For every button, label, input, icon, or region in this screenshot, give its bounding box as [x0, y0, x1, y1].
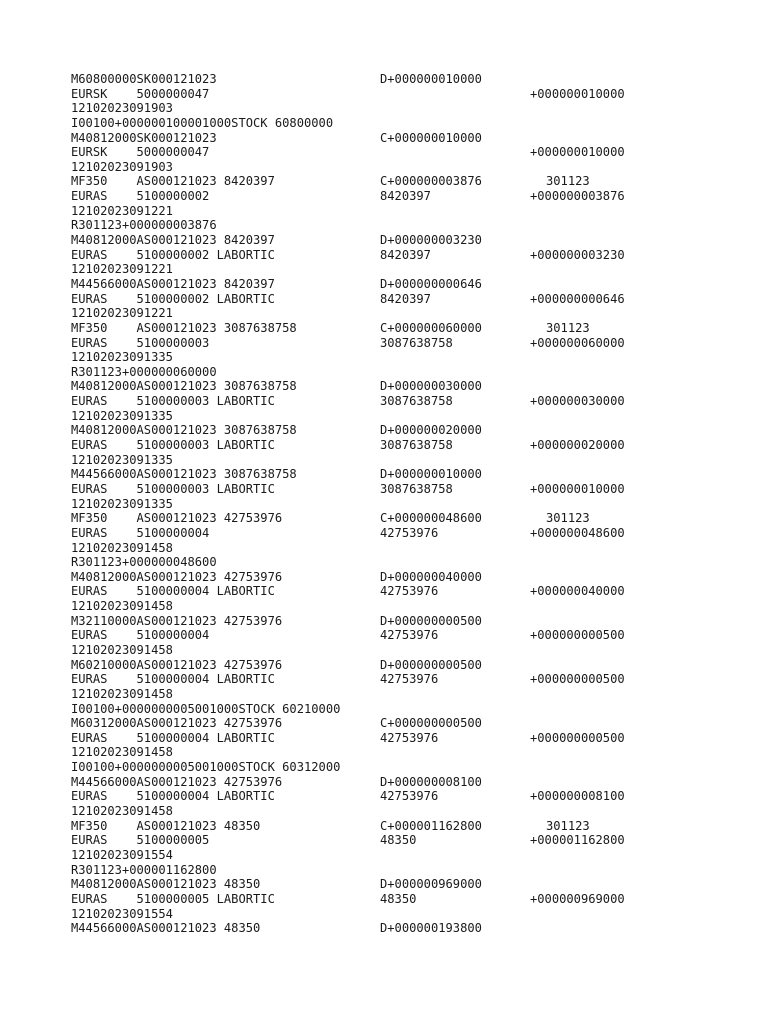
record-field-main: EURSK 5000000047 — [71, 145, 210, 160]
record-field-main: M60312000AS000121023 42753976 — [71, 716, 283, 731]
record-field-balance: +000000060000 — [530, 335, 625, 350]
record-field-main: M40812000AS000121023 3087638758 — [71, 379, 297, 394]
record-field-main: 12102023091458 — [71, 745, 173, 760]
record-field-balance: +000000048600 — [530, 525, 625, 540]
record-field-date: 301123 — [546, 174, 590, 189]
record-field-main: 12102023091458 — [71, 804, 173, 819]
record-field-amount: 3087638758 — [380, 481, 453, 496]
record-line — [71, 907, 711, 922]
record-line — [71, 131, 711, 146]
record-field-main: 12102023091335 — [71, 496, 173, 511]
record-field-main: 12102023091458 — [71, 642, 173, 657]
record-field-balance: +000000010000 — [530, 481, 625, 496]
record-field-main: 12102023091335 — [71, 350, 173, 365]
record-line — [71, 321, 711, 336]
record-field-amount: C+000000010000 — [380, 130, 482, 145]
record-line — [71, 438, 711, 453]
record-field-balance: +000000003876 — [530, 189, 625, 204]
record-field-amount: 42753976 — [380, 672, 439, 687]
record-line — [71, 394, 711, 409]
record-field-balance: +000000020000 — [530, 438, 625, 453]
record-field-main: EURAS 5100000004 LABORTIC — [71, 730, 275, 745]
record-field-main: EURAS 5100000004 — [71, 525, 210, 540]
record-line — [71, 863, 711, 878]
record-field-main: 12102023091554 — [71, 847, 173, 862]
record-field-main: EURAS 5100000004 LABORTIC — [71, 789, 275, 804]
record-field-amount: 8420397 — [380, 291, 431, 306]
record-field-main: M40812000AS000121023 8420397 — [71, 233, 275, 248]
record-line — [71, 379, 711, 394]
record-line — [71, 160, 711, 175]
record-field-amount: 8420397 — [380, 189, 431, 204]
record-field-date: 301123 — [546, 320, 590, 335]
record-field-balance: +000001162800 — [530, 833, 625, 848]
record-field-main: EURAS 5100000002 LABORTIC — [71, 291, 275, 306]
record-line — [71, 116, 711, 131]
record-field-balance: +000000030000 — [530, 394, 625, 409]
record-field-amount: 48350 — [380, 891, 417, 906]
record-line — [71, 292, 711, 307]
record-field-main: 12102023091458 — [71, 686, 173, 701]
record-line — [71, 145, 711, 160]
record-field-amount: D+000000010000 — [380, 72, 482, 86]
record-field-amount: 42753976 — [380, 584, 439, 599]
record-field-amount: D+000000030000 — [380, 379, 482, 394]
record-field-main: EURAS 5100000004 LABORTIC — [71, 584, 275, 599]
record-field-main: EURAS 5100000005 — [71, 833, 210, 848]
record-field-balance: +000000010000 — [530, 145, 625, 160]
record-field-main: MF350 AS000121023 48350 — [71, 818, 261, 833]
record-field-main: M60210000AS000121023 42753976 — [71, 657, 283, 672]
record-field-main: M44566000AS000121023 3087638758 — [71, 467, 297, 482]
record-line — [71, 453, 711, 468]
record-field-balance: +000000969000 — [530, 891, 625, 906]
record-line — [71, 702, 711, 717]
record-field-main: 12102023091221 — [71, 306, 173, 321]
record-line — [71, 555, 711, 570]
record-field-amount: 42753976 — [380, 628, 439, 643]
record-line — [71, 189, 711, 204]
record-line — [71, 101, 711, 116]
record-field-amount: 3087638758 — [380, 394, 453, 409]
record-field-amount: 8420397 — [380, 247, 431, 262]
record-line — [71, 409, 711, 424]
record-field-amount: D+000000000500 — [380, 657, 482, 672]
record-field-main: I00100+0000000005001000STOCK 60210000 — [71, 701, 341, 716]
record-line — [71, 745, 711, 760]
record-field-main: 12102023091221 — [71, 203, 173, 218]
record-field-date: 301123 — [546, 511, 590, 526]
record-line — [71, 643, 711, 658]
record-line — [71, 218, 711, 233]
record-field-main: EURAS 5100000004 LABORTIC — [71, 672, 275, 687]
record-line — [71, 174, 711, 189]
record-line — [71, 365, 711, 380]
record-field-balance: +000000003230 — [530, 247, 625, 262]
record-field-main: R301123+000000003876 — [71, 218, 217, 233]
record-field-main: 12102023091903 — [71, 101, 173, 116]
record-line — [71, 716, 711, 731]
record-line — [71, 204, 711, 219]
record-field-main: M40812000AS000121023 42753976 — [71, 569, 283, 584]
record-line — [71, 248, 711, 263]
record-field-date: 301123 — [546, 818, 590, 833]
record-field-main: M40812000SK000121023 — [71, 130, 217, 145]
record-field-amount: D+000000000646 — [380, 276, 482, 291]
record-field-balance: +000000000500 — [530, 628, 625, 643]
record-field-main: MF350 AS000121023 42753976 — [71, 511, 283, 526]
record-field-main: 12102023091903 — [71, 159, 173, 174]
record-field-amount: D+000000020000 — [380, 423, 482, 438]
record-field-amount: 42753976 — [380, 789, 439, 804]
record-field-amount: D+000000040000 — [380, 569, 482, 584]
record-line — [71, 350, 711, 365]
record-field-main: 12102023091335 — [71, 452, 173, 467]
record-line — [71, 541, 711, 556]
record-line — [71, 877, 711, 892]
record-field-balance: +000000010000 — [530, 86, 625, 101]
record-field-amount: C+000001162800 — [380, 818, 482, 833]
record-field-balance: +000000008100 — [530, 789, 625, 804]
record-listing — [71, 72, 711, 936]
record-line — [71, 892, 711, 907]
record-field-balance: +000000000646 — [530, 291, 625, 306]
record-field-amount: 42753976 — [380, 525, 439, 540]
record-line — [71, 277, 711, 292]
record-field-main: M44566000AS000121023 42753976 — [71, 774, 283, 789]
record-line — [71, 306, 711, 321]
record-field-main: EURAS 5100000005 LABORTIC — [71, 891, 275, 906]
record-line — [71, 775, 711, 790]
record-field-amount: C+000000060000 — [380, 320, 482, 335]
record-line — [71, 672, 711, 687]
record-field-main: M32110000AS000121023 42753976 — [71, 613, 283, 628]
record-field-main: EURAS 5100000004 — [71, 628, 210, 643]
record-field-balance: +000000040000 — [530, 584, 625, 599]
record-field-main: EURAS 5100000003 LABORTIC — [71, 438, 275, 453]
record-field-main: EURAS 5100000003 LABORTIC — [71, 481, 275, 496]
record-line — [71, 848, 711, 863]
record-line — [71, 482, 711, 497]
record-line — [71, 760, 711, 775]
record-field-main: 12102023091458 — [71, 540, 173, 555]
record-field-amount: D+000000969000 — [380, 877, 482, 892]
record-field-main: 12102023091554 — [71, 906, 173, 921]
record-field-amount: C+000000003876 — [380, 174, 482, 189]
record-field-main: M60800000SK000121023 — [71, 72, 217, 86]
record-line — [71, 72, 711, 87]
record-field-amount: D+000000193800 — [380, 921, 482, 936]
record-field-main: 12102023091335 — [71, 408, 173, 423]
record-line — [71, 526, 711, 541]
record-line — [71, 497, 711, 512]
record-line — [71, 570, 711, 585]
record-line — [71, 262, 711, 277]
record-field-main: M44566000AS000121023 8420397 — [71, 276, 275, 291]
record-field-main: I00100+000000100001000STOCK 60800000 — [71, 115, 334, 130]
record-field-main: EURAS 5100000003 — [71, 335, 210, 350]
record-field-amount: 48350 — [380, 833, 417, 848]
record-field-main: R301123+000001162800 — [71, 862, 217, 877]
record-line — [71, 833, 711, 848]
record-line — [71, 658, 711, 673]
record-line — [71, 804, 711, 819]
record-field-amount: C+000000048600 — [380, 511, 482, 526]
record-field-amount: D+000000000500 — [380, 613, 482, 628]
record-line — [71, 599, 711, 614]
record-field-main: M44566000AS000121023 48350 — [71, 921, 261, 936]
record-field-amount: 42753976 — [380, 730, 439, 745]
record-field-amount: D+000000010000 — [380, 467, 482, 482]
record-field-amount: C+000000000500 — [380, 716, 482, 731]
record-field-main: MF350 AS000121023 3087638758 — [71, 320, 297, 335]
record-field-main: EURAS 5100000002 — [71, 189, 210, 204]
record-line — [71, 584, 711, 599]
record-field-main: M40812000AS000121023 3087638758 — [71, 423, 297, 438]
record-line — [71, 233, 711, 248]
record-line — [71, 467, 711, 482]
record-field-main: 12102023091221 — [71, 262, 173, 277]
record-field-balance: +000000000500 — [530, 672, 625, 687]
record-line — [71, 511, 711, 526]
record-field-main: R301123+000000048600 — [71, 555, 217, 570]
record-line — [71, 921, 711, 936]
record-line — [71, 87, 711, 102]
record-line — [71, 628, 711, 643]
record-field-main: I00100+0000000005001000STOCK 60312000 — [71, 760, 341, 775]
record-line — [71, 687, 711, 702]
record-field-main: EURAS 5100000003 LABORTIC — [71, 394, 275, 409]
record-field-main: MF350 AS000121023 8420397 — [71, 174, 275, 189]
record-line — [71, 731, 711, 746]
record-field-main: M40812000AS000121023 48350 — [71, 877, 261, 892]
record-field-amount: D+000000003230 — [380, 233, 482, 248]
record-field-balance: +000000000500 — [530, 730, 625, 745]
record-field-amount: 3087638758 — [380, 438, 453, 453]
record-line — [71, 423, 711, 438]
record-line — [71, 336, 711, 351]
record-field-main: R301123+000000060000 — [71, 364, 217, 379]
record-field-amount: 3087638758 — [380, 335, 453, 350]
record-field-main: 12102023091458 — [71, 599, 173, 614]
record-field-main: EURSK 5000000047 — [71, 86, 210, 101]
record-field-main: EURAS 5100000002 LABORTIC — [71, 247, 275, 262]
record-line — [71, 614, 711, 629]
record-line — [71, 819, 711, 834]
record-field-amount: D+000000008100 — [380, 774, 482, 789]
record-line — [71, 789, 711, 804]
